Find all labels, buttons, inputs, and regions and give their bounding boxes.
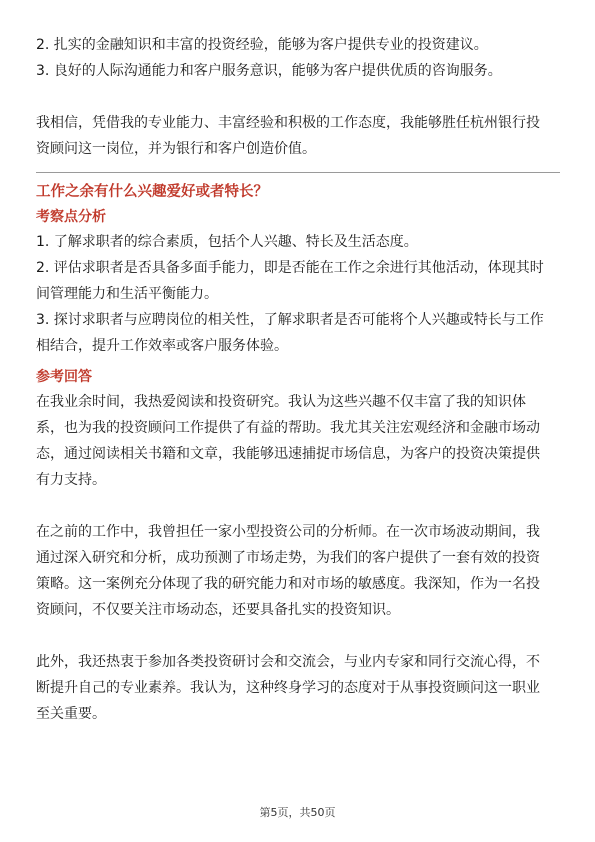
analysis-line: 间管理能力和生活平衡能力。: [36, 286, 218, 302]
closing-line: 资顾问这一岗位，并为银行和客户创造价值。: [36, 141, 316, 157]
answer-line: 断提升自己的专业素养。我认为，这种终身学习的态度对于从事投资顾问这一职业: [36, 680, 540, 696]
analysis-line: 3. 探讨求职者与应聘岗位的相关性，了解求职者是否可能将个人兴趣或特长与工作: [36, 312, 544, 328]
analysis-line: 相结合，提升工作效率或客户服务体验。: [36, 338, 288, 354]
list-item: 2. 扎实的金融知识和丰富的投资经验，能够为客户提供专业的投资建议。: [36, 37, 488, 53]
closing-line: 我相信，凭借我的专业能力、丰富经验和积极的工作态度，我能够胜任杭州银行投: [36, 115, 540, 131]
page-footer: 第5页，共50页: [259, 806, 336, 819]
section-divider: [36, 172, 560, 173]
answer-heading: 参考回答: [36, 369, 92, 385]
answer-line: 系，也为我的投资顾问工作提供了有益的帮助。我尤其关注宏观经济和金融市场动: [36, 420, 540, 436]
answer-line: 资顾问，不仅要关注市场动态，还要具备扎实的投资知识。: [36, 602, 400, 618]
analysis-heading: 考察点分析: [36, 209, 106, 225]
answer-line: 态，通过阅读相关书籍和文章，我能够迅速捕捉市场信息，为客户的投资决策提供: [36, 446, 540, 462]
answer-line: 此外，我还热衷于参加各类投资研讨会和交流会，与业内专家和同行交流心得，不: [36, 654, 540, 670]
answer-line: 在之前的工作中，我曾担任一家小型投资公司的分析师。在一次市场波动期间，我: [36, 524, 540, 540]
answer-line: 至关重要。: [36, 706, 106, 722]
answer-line: 在我业余时间，我热爱阅读和投资研究。我认为这些兴趣不仅丰富了我的知识体: [36, 394, 526, 410]
page-content: [36, 32, 560, 727]
answer-line: 策略。这一案例充分体现了我的研究能力和对市场的敏感度。我深知，作为一名投: [36, 576, 540, 592]
list-item: 3. 良好的人际沟通能力和客户服务意识，能够为客户提供优质的咨询服务。: [36, 63, 502, 79]
answer-line: 有力支持。: [36, 472, 106, 488]
analysis-line: 2. 评估求职者是否具备多面手能力，即是否能在工作之余进行其他活动，体现其时: [36, 260, 544, 276]
analysis-line: 1. 了解求职者的综合素质，包括个人兴趣、特长及生活态度。: [36, 234, 418, 250]
answer-line: 通过深入研究和分析，成功预测了市场走势，为我们的客户提供了一套有效的投资: [36, 550, 540, 566]
question-heading: 工作之余有什么兴趣爱好或者特长？: [36, 184, 268, 200]
